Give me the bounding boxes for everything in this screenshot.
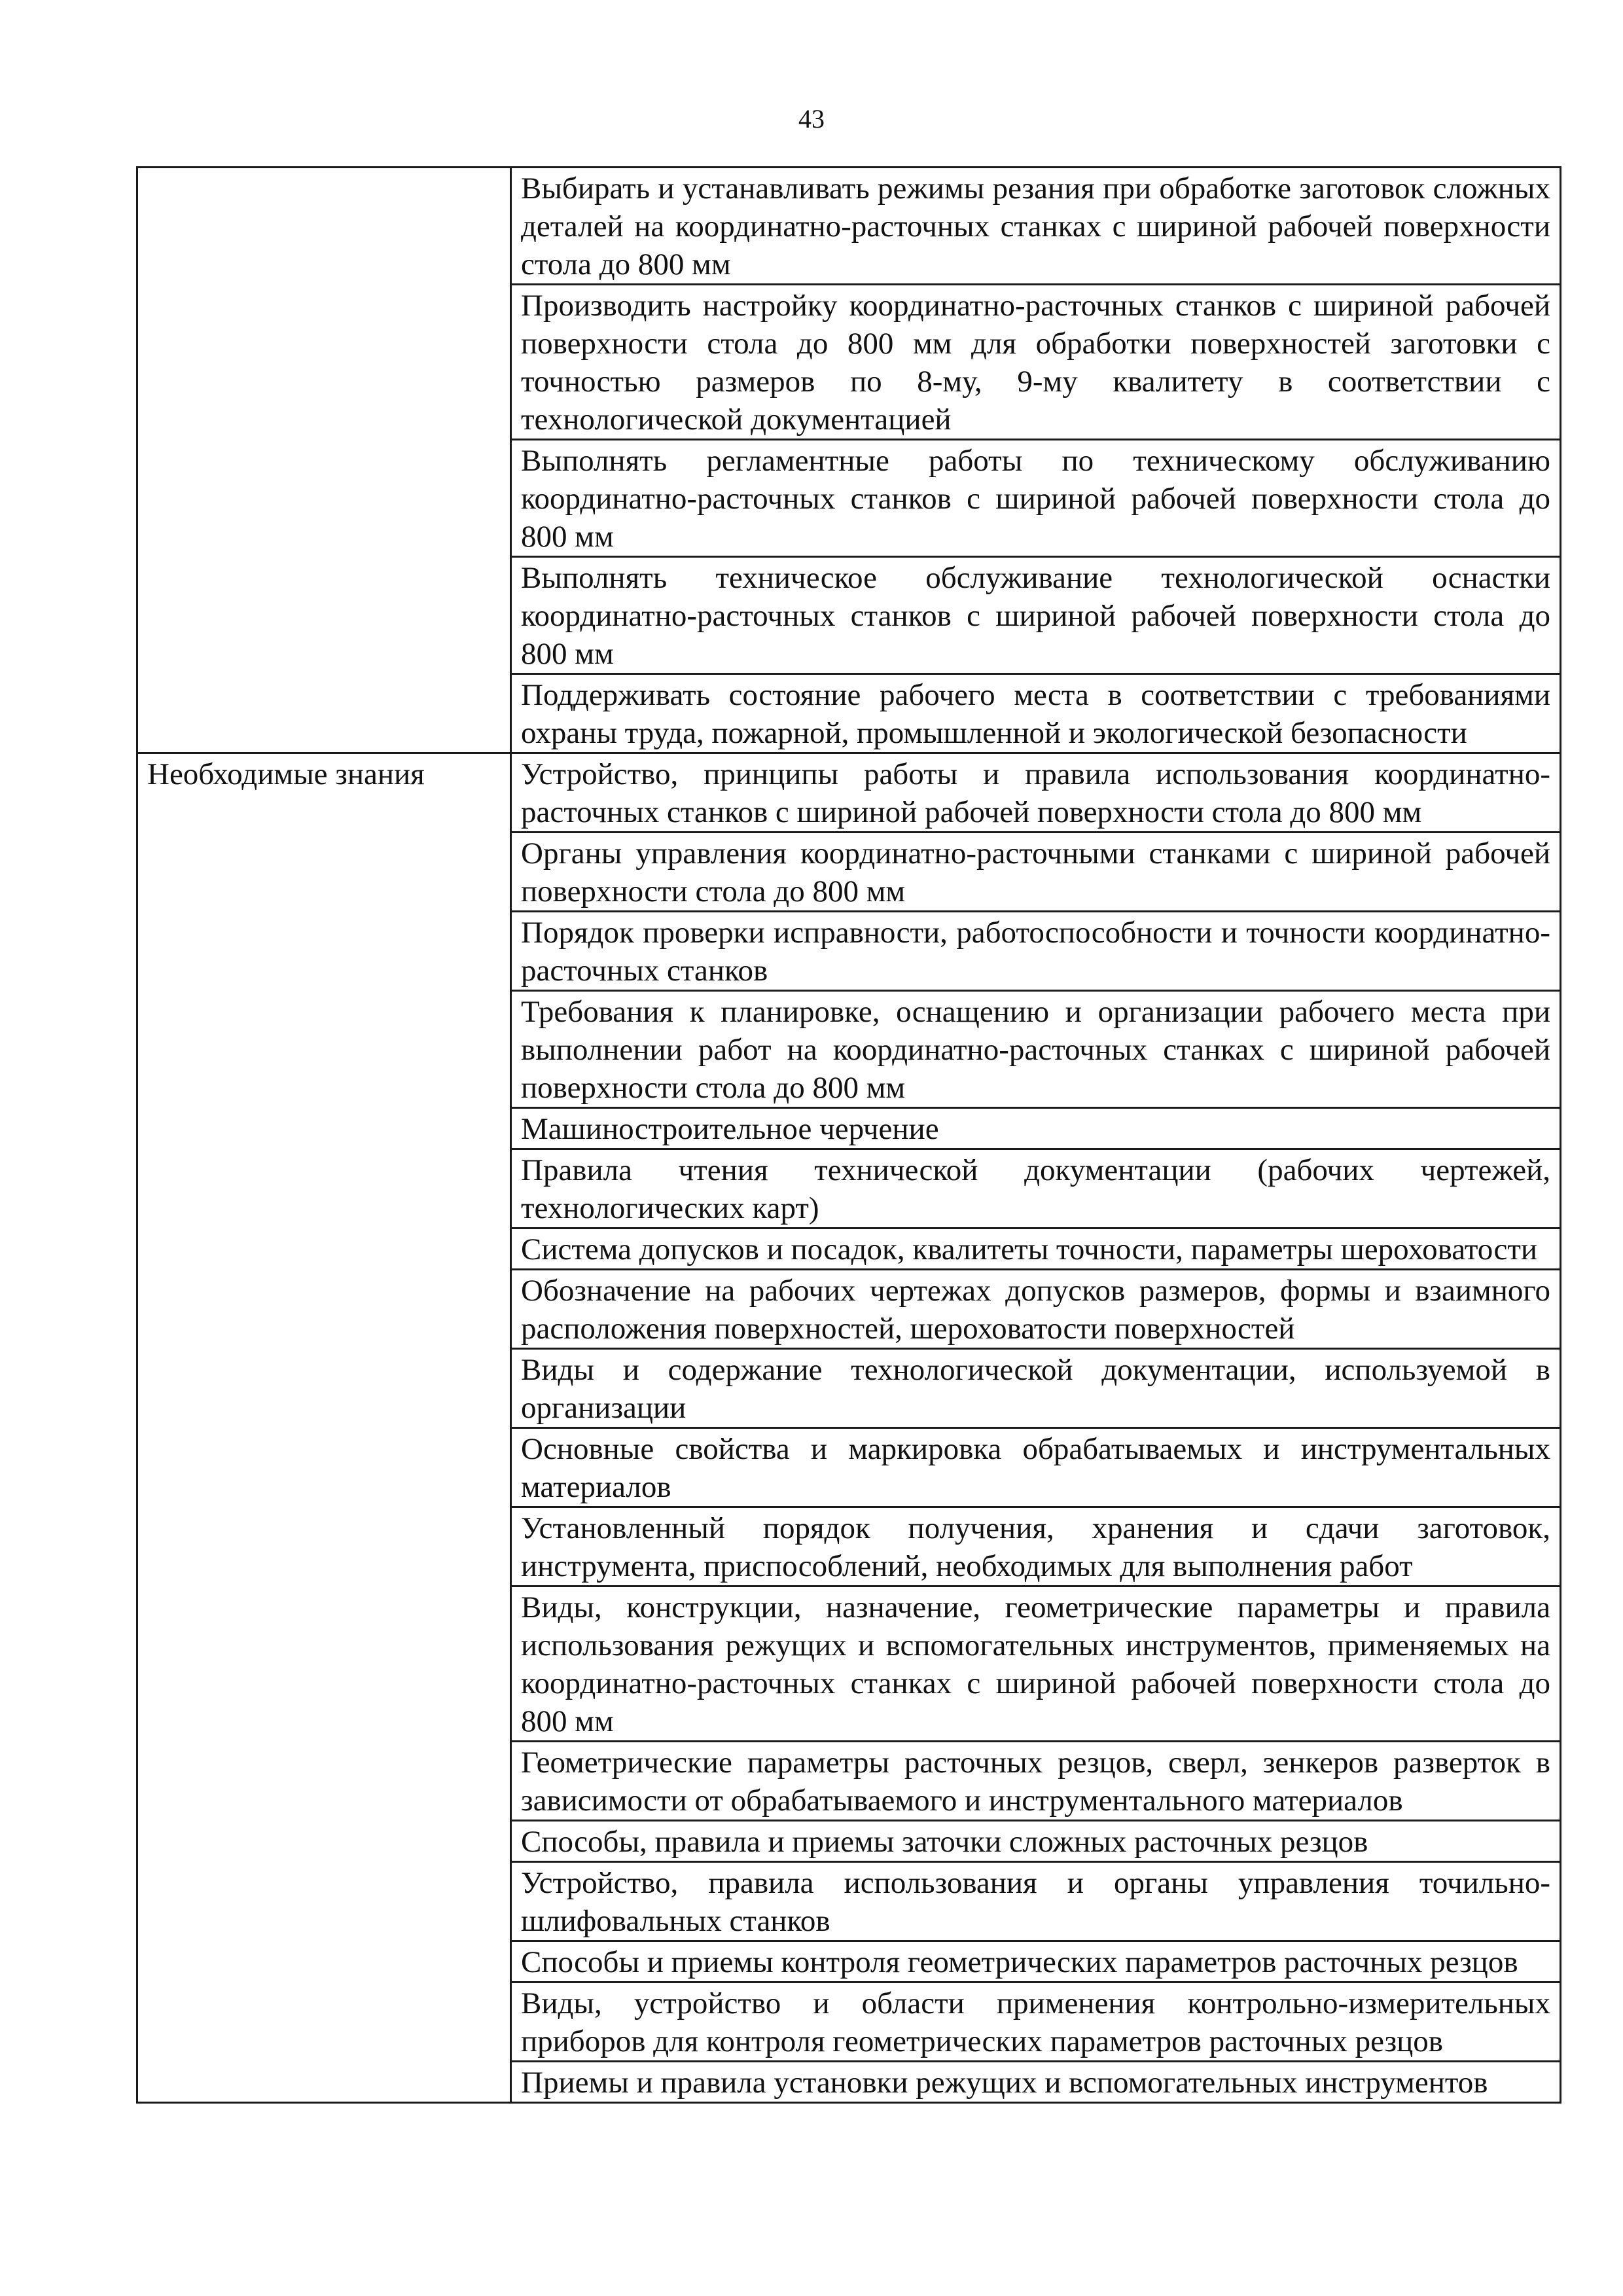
knowledge-item: Устройство, принципы работы и правила использования координатно-расточных станков с шириной рабочей поверхности стола до 800 мм: [511, 753, 1561, 833]
skill-item: Производить настройку координатно-расточных станков с шириной рабочей поверхности стола до 800 мм для обработки поверхностей заготовки с точностью размеров по 8-му, 9-му квалитету в соответствии с технологической документацией: [511, 285, 1561, 440]
table-row: [137, 753, 1561, 833]
knowledge-item: Машиностроительное черчение: [511, 1108, 1561, 1149]
knowledge-item: Геометрические параметры расточных резцов, сверл, зенкеров разверток в зависимости от обрабатываемого и инструментального материалов: [511, 1742, 1561, 1821]
knowledge-item: Установленный порядок получения, хранения и сдачи заготовок, инструмента, приспособлений, необходимых для выполнения работ: [511, 1507, 1561, 1587]
skill-item: Поддерживать состояние рабочего места в соответствии с требованиями охраны труда, пожарной, промышленной и экологической безопасности: [511, 674, 1561, 753]
skill-item: Выполнять техническое обслуживание технологической оснастки координатно-расточных станков с шириной рабочей поверхности стола до 800 мм: [511, 557, 1561, 674]
knowledge-item: Правила чтения технической документации (рабочих чертежей, технологических карт): [511, 1149, 1561, 1229]
knowledge-item: Виды, конструкции, назначение, геометрические параметры и правила использования режущих и вспомогательных инструментов, применяемых на координатно-расточных станках с шириной рабочей поверхности стола до 800 мм: [511, 1587, 1561, 1742]
knowledge-item: Способы, правила и приемы заточки сложных расточных резцов: [511, 1821, 1561, 1862]
knowledge-item: Обозначение на рабочих чертежах допусков размеров, формы и взаимного расположения поверхностей, шероховатости поверхностей: [511, 1270, 1561, 1349]
knowledge-item: Порядок проверки исправности, работоспособности и точности координатно-расточных станков: [511, 912, 1561, 991]
skill-item: Выбирать и устанавливать режимы резания при обработке заготовок сложных деталей на координатно-расточных станках с шириной рабочей поверхности стола до 800 мм: [511, 168, 1561, 285]
knowledge-item: Способы и приемы контроля геометрических параметров расточных резцов: [511, 1941, 1561, 1982]
knowledge-item: Основные свойства и маркировка обрабатываемых и инструментальных материалов: [511, 1428, 1561, 1507]
knowledge-item: Устройство, правила использования и органы управления точильно-шлифовальных станков: [511, 1862, 1561, 1941]
knowledge-item: Система допусков и посадок, квалитеты точности, параметры шероховатости: [511, 1229, 1561, 1270]
knowledge-item: Приемы и правила установки режущих и вспомогательных инструментов: [511, 2062, 1561, 2103]
knowledge-label: Необходимые знания: [137, 753, 511, 2103]
knowledge-item: Требования к планировке, оснащению и организации рабочего места при выполнении работ на координатно-расточных станках с шириной рабочей поверхности стола до 800 мм: [511, 991, 1561, 1108]
knowledge-item: Виды и содержание технологической документации, используемой в организации: [511, 1349, 1561, 1428]
skill-item: Выполнять регламентные работы по техническому обслуживанию координатно-расточных станков с шириной рабочей поверхности стола до 800 мм: [511, 440, 1561, 557]
knowledge-item: Виды, устройство и области применения контрольно-измерительных приборов для контроля геометрических параметров расточных резцов: [511, 1982, 1561, 2062]
knowledge-item: Органы управления координатно-расточными станками с шириной рабочей поверхности стола до 800 мм: [511, 833, 1561, 912]
table-row: [137, 168, 1561, 285]
skills-label-cell: [137, 168, 511, 753]
requirements-table: [136, 166, 1561, 2104]
page-number: 43: [798, 104, 825, 134]
